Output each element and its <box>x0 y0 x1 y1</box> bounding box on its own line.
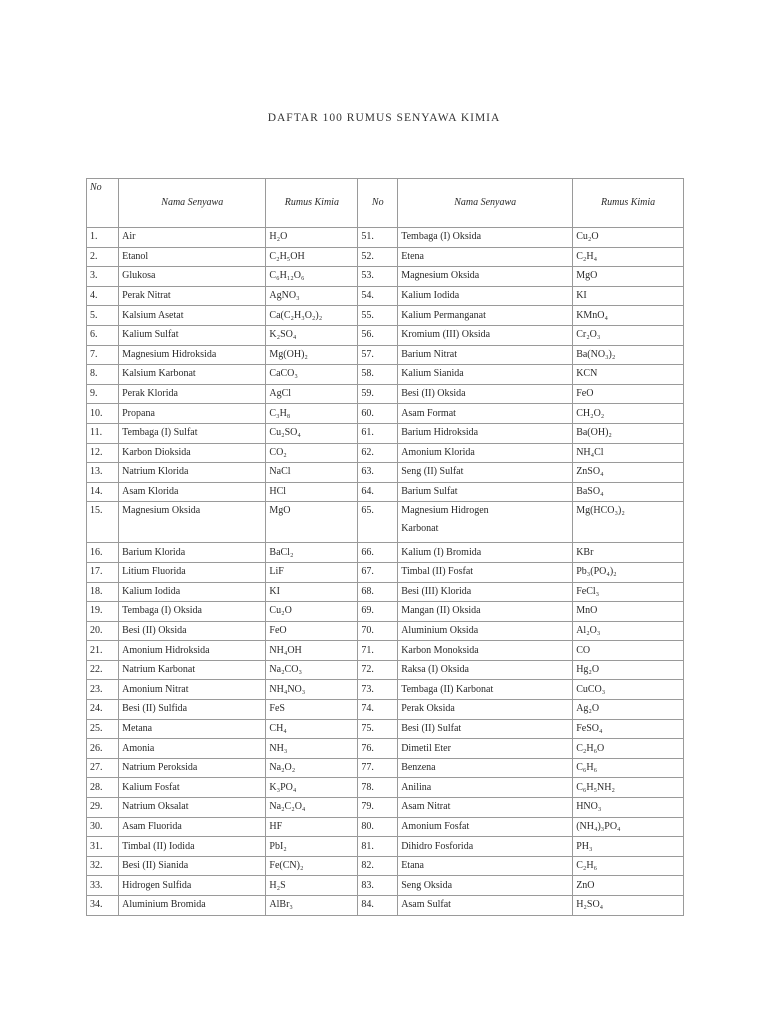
no-right-cell: 52. <box>358 247 398 267</box>
table-row <box>87 365 684 385</box>
compound-table <box>86 178 684 916</box>
formula-left-cell: Cu₂O <box>266 602 358 622</box>
no-right-cell: 66. <box>358 543 398 563</box>
name-left-cell: Perak Nitrat <box>119 286 266 306</box>
formula-left-cell: Na₂O₂ <box>266 758 358 778</box>
table-row <box>87 582 684 602</box>
no-right-cell: 79. <box>358 798 398 818</box>
formula-right-cell: Cu₂O <box>573 228 684 248</box>
no-left-cell: 34. <box>87 896 119 916</box>
name-right-cell: Magnesium Oksida <box>398 267 573 287</box>
formula-right-cell: NH₄Cl <box>573 443 684 463</box>
name-right-cell: Tembaga (I) Oksida <box>398 228 573 248</box>
no-left-cell: 32. <box>87 856 119 876</box>
name-right-cell <box>398 502 573 543</box>
formula-left-cell: Fe(CN)₂ <box>266 856 358 876</box>
formula-right-cell: KBr <box>573 543 684 563</box>
name-left-cell: Karbon Dioksida <box>119 443 266 463</box>
formula-right-cell: Ba(OH)₂ <box>573 423 684 443</box>
name-left-cell: Asam Klorida <box>119 482 266 502</box>
no-right-cell: 77. <box>358 758 398 778</box>
name-left-cell: Tembaga (I) Sulfat <box>119 423 266 443</box>
name-left-cell: Amonia <box>119 739 266 759</box>
no-right-cell: 83. <box>358 876 398 896</box>
formula-right-cell: BaSO₄ <box>573 482 684 502</box>
name-left-cell: Hidrogen Sulfida <box>119 876 266 896</box>
no-left-cell: 15. <box>87 502 119 543</box>
formula-right-cell: KI <box>573 286 684 306</box>
no-right-cell: 61. <box>358 423 398 443</box>
no-right-cell: 68. <box>358 582 398 602</box>
name-left-cell: Etanol <box>119 247 266 267</box>
formula-left-cell: AgCl <box>266 384 358 404</box>
no-left-cell: 20. <box>87 621 119 641</box>
no-left-cell: 30. <box>87 817 119 837</box>
no-left-cell: 4. <box>87 286 119 306</box>
formula-left-cell: KI <box>266 582 358 602</box>
formula-left-cell: Ca(C₂H₃O₂)₂ <box>266 306 358 326</box>
formula-right-cell: Ag₂O <box>573 700 684 720</box>
no-right-cell: 80. <box>358 817 398 837</box>
no-right-cell: 60. <box>358 404 398 424</box>
formula-right-cell: C₂H₆O <box>573 739 684 759</box>
formula-left-cell: CH₄ <box>266 719 358 739</box>
no-right-cell: 59. <box>358 384 398 404</box>
formula-left-cell: H₂S <box>266 876 358 896</box>
no-right-cell: 63. <box>358 463 398 483</box>
name-right-cell: Besi (III) Klorida <box>398 582 573 602</box>
no-right-cell: 69. <box>358 602 398 622</box>
formula-right-cell: Mg(HCO₃)₂ <box>573 502 684 543</box>
name-left-cell: Air <box>119 228 266 248</box>
no-left-cell: 10. <box>87 404 119 424</box>
name-left-cell: Propana <box>119 404 266 424</box>
header-name-left: Nama Senyawa <box>119 179 266 228</box>
no-left-cell: 27. <box>87 758 119 778</box>
table-row <box>87 817 684 837</box>
no-right-cell: 70. <box>358 621 398 641</box>
name-right-cell: Barium Sulfat <box>398 482 573 502</box>
table-body <box>87 228 684 916</box>
no-left-cell: 24. <box>87 700 119 720</box>
no-right-cell: 64. <box>358 482 398 502</box>
table-row <box>87 463 684 483</box>
formula-right-cell: Al₂O₃ <box>573 621 684 641</box>
no-right-cell: 56. <box>358 325 398 345</box>
formula-left-cell: LiF <box>266 562 358 582</box>
table-row <box>87 502 684 543</box>
name-right-cell: Mangan (II) Oksida <box>398 602 573 622</box>
no-left-cell: 31. <box>87 837 119 857</box>
name-right-cell: Besi (II) Oksida <box>398 384 573 404</box>
formula-right-cell: H₂SO₄ <box>573 896 684 916</box>
no-left-cell: 8. <box>87 365 119 385</box>
formula-left-cell: AgNO₃ <box>266 286 358 306</box>
formula-right-cell: PH₃ <box>573 837 684 857</box>
no-right-cell: 73. <box>358 680 398 700</box>
name-left-cell: Aluminium Bromida <box>119 896 266 916</box>
name-right-cell: Raksa (I) Oksida <box>398 660 573 680</box>
table-row <box>87 543 684 563</box>
formula-right-cell: C₆H₆ <box>573 758 684 778</box>
name-right-cell: Tembaga (II) Karbonat <box>398 680 573 700</box>
formula-left-cell: NaCl <box>266 463 358 483</box>
table-row <box>87 680 684 700</box>
name-right-cell: Dihidro Fosforida <box>398 837 573 857</box>
table-row <box>87 896 684 916</box>
formula-left-cell: C₂H₅OH <box>266 247 358 267</box>
name-left-cell: Kalsium Karbonat <box>119 365 266 385</box>
no-right-cell: 84. <box>358 896 398 916</box>
no-left-cell: 7. <box>87 345 119 365</box>
table-row <box>87 778 684 798</box>
name-right-cell: Amonium Klorida <box>398 443 573 463</box>
name-left-cell: Metana <box>119 719 266 739</box>
name-left-cell: Perak Klorida <box>119 384 266 404</box>
no-left-cell: 18. <box>87 582 119 602</box>
name-right-cell: Kromium (III) Oksida <box>398 325 573 345</box>
formula-right-cell: Hg₂O <box>573 660 684 680</box>
formula-left-cell: Cu₂SO₄ <box>266 423 358 443</box>
formula-left-cell: BaCl₂ <box>266 543 358 563</box>
formula-right-cell: CH₂O₂ <box>573 404 684 424</box>
name-left-cell: Kalsium Asetat <box>119 306 266 326</box>
table-row <box>87 641 684 661</box>
name-left-cell: Magnesium Hidroksida <box>119 345 266 365</box>
no-right-cell: 81. <box>358 837 398 857</box>
table-row <box>87 443 684 463</box>
name-left-cell: Besi (II) Sulfida <box>119 700 266 720</box>
no-right-cell: 65. <box>358 502 398 543</box>
name-left-cell: Amonium Nitrat <box>119 680 266 700</box>
table-row <box>87 837 684 857</box>
no-right-cell: 55. <box>358 306 398 326</box>
no-right-cell: 54. <box>358 286 398 306</box>
table-row <box>87 325 684 345</box>
name-right-cell: Asam Format <box>398 404 573 424</box>
formula-left-cell: MgO <box>266 502 358 543</box>
formula-left-cell: K₂SO₄ <box>266 325 358 345</box>
table-row <box>87 562 684 582</box>
name-left-cell: Tembaga (I) Oksida <box>119 602 266 622</box>
name-right-cell: Anilina <box>398 778 573 798</box>
formula-right-cell: C₆H₅NH₂ <box>573 778 684 798</box>
no-right-cell: 57. <box>358 345 398 365</box>
formula-right-cell: MnO <box>573 602 684 622</box>
header-no-right: No <box>358 179 398 228</box>
table-row <box>87 856 684 876</box>
formula-right-cell: MgO <box>573 267 684 287</box>
table-row <box>87 621 684 641</box>
formula-left-cell: Mg(OH)₂ <box>266 345 358 365</box>
no-left-cell: 25. <box>87 719 119 739</box>
name-right-cell: Karbon Monoksida <box>398 641 573 661</box>
name-right-cell: Kalium Iodida <box>398 286 573 306</box>
name-left-cell: Amonium Hidroksida <box>119 641 266 661</box>
formula-left-cell: HCl <box>266 482 358 502</box>
no-left-cell: 2. <box>87 247 119 267</box>
no-left-cell: 6. <box>87 325 119 345</box>
name-right-line1: Magnesium Hidrogen <box>401 505 489 517</box>
name-left-cell: Kalium Fosfat <box>119 778 266 798</box>
name-left-cell: Natrium Oksalat <box>119 798 266 818</box>
name-right-cell: Timbal (II) Fosfat <box>398 562 573 582</box>
formula-right-cell: ZnSO₄ <box>573 463 684 483</box>
document-title: DAFTAR 100 RUMUS SENYAWA KIMIA <box>267 112 501 124</box>
name-right-cell: Etena <box>398 247 573 267</box>
name-right-line2: Karbonat <box>401 523 439 535</box>
no-left-cell: 23. <box>87 680 119 700</box>
no-right-cell: 71. <box>358 641 398 661</box>
table-row <box>87 719 684 739</box>
name-right-cell: Aluminium Oksida <box>398 621 573 641</box>
header-no-left: No <box>87 179 119 228</box>
table-row <box>87 286 684 306</box>
formula-right-cell: FeCl₃ <box>573 582 684 602</box>
formula-left-cell: C₃H₈ <box>266 404 358 424</box>
no-left-cell: 26. <box>87 739 119 759</box>
formula-right-cell: KCN <box>573 365 684 385</box>
name-right-cell: Benzena <box>398 758 573 778</box>
table-row <box>87 404 684 424</box>
formula-left-cell: CO₂ <box>266 443 358 463</box>
no-left-cell: 21. <box>87 641 119 661</box>
header-formula-left: Rumus Kimia <box>266 179 358 228</box>
table-row <box>87 700 684 720</box>
name-left-cell: Timbal (II) Iodida <box>119 837 266 857</box>
name-right-cell: Barium Hidroksida <box>398 423 573 443</box>
table-row <box>87 876 684 896</box>
name-left-cell: Glukosa <box>119 267 266 287</box>
formula-right-cell: KMnO₄ <box>573 306 684 326</box>
name-left-cell: Kalium Iodida <box>119 582 266 602</box>
formula-left-cell: PbI₂ <box>266 837 358 857</box>
name-right-cell: Asam Nitrat <box>398 798 573 818</box>
name-right-cell: Asam Sulfat <box>398 896 573 916</box>
no-right-cell: 62. <box>358 443 398 463</box>
table-header-row <box>87 179 684 228</box>
formula-right-cell: ZnO <box>573 876 684 896</box>
no-left-cell: 14. <box>87 482 119 502</box>
name-right-cell: Seng Oksida <box>398 876 573 896</box>
no-right-cell: 72. <box>358 660 398 680</box>
table-row <box>87 384 684 404</box>
name-left-cell: Kalium Sulfat <box>119 325 266 345</box>
header-name-right: Nama Senyawa <box>398 179 573 228</box>
name-left-cell: Magnesium Oksida <box>119 502 266 543</box>
formula-left-cell: Na₂C₂O₄ <box>266 798 358 818</box>
table-row <box>87 739 684 759</box>
no-right-cell: 76. <box>358 739 398 759</box>
no-left-cell: 22. <box>87 660 119 680</box>
table-row <box>87 306 684 326</box>
name-right-cell: Seng (II) Sulfat <box>398 463 573 483</box>
formula-left-cell: NH₄OH <box>266 641 358 661</box>
table-row <box>87 660 684 680</box>
no-right-cell: 74. <box>358 700 398 720</box>
name-right-cell: Kalium Sianida <box>398 365 573 385</box>
name-right-cell: Dimetil Eter <box>398 739 573 759</box>
formula-right-cell: CO <box>573 641 684 661</box>
name-left-cell: Asam Fluorida <box>119 817 266 837</box>
formula-left-cell: FeS <box>266 700 358 720</box>
no-left-cell: 29. <box>87 798 119 818</box>
header-formula-right: Rumus Kimia <box>573 179 684 228</box>
formula-right-cell: FeSO₄ <box>573 719 684 739</box>
no-left-cell: 3. <box>87 267 119 287</box>
formula-right-cell: HNO₃ <box>573 798 684 818</box>
no-right-cell: 67. <box>358 562 398 582</box>
name-left-cell: Litium Fluorida <box>119 562 266 582</box>
formula-right-cell: C₂H₄ <box>573 247 684 267</box>
name-right-cell: Kalium Permanganat <box>398 306 573 326</box>
table-row <box>87 423 684 443</box>
formula-left-cell: HF <box>266 817 358 837</box>
no-left-cell: 1. <box>87 228 119 248</box>
no-right-cell: 53. <box>358 267 398 287</box>
name-left-cell: Natrium Klorida <box>119 463 266 483</box>
no-left-cell: 17. <box>87 562 119 582</box>
no-right-cell: 82. <box>358 856 398 876</box>
no-left-cell: 28. <box>87 778 119 798</box>
no-left-cell: 13. <box>87 463 119 483</box>
name-left-cell: Besi (II) Sianida <box>119 856 266 876</box>
table-row <box>87 602 684 622</box>
name-right-cell: Etana <box>398 856 573 876</box>
name-left-cell: Barium Klorida <box>119 543 266 563</box>
no-right-cell: 78. <box>358 778 398 798</box>
no-left-cell: 16. <box>87 543 119 563</box>
name-right-cell: Kalium (I) Bromida <box>398 543 573 563</box>
name-right-cell: Besi (II) Sulfat <box>398 719 573 739</box>
formula-right-cell: CuCO₃ <box>573 680 684 700</box>
no-left-cell: 5. <box>87 306 119 326</box>
no-right-cell: 58. <box>358 365 398 385</box>
table-row <box>87 482 684 502</box>
formula-right-cell: FeO <box>573 384 684 404</box>
formula-left-cell: CaCO₃ <box>266 365 358 385</box>
formula-left-cell: H₂O <box>266 228 358 248</box>
no-left-cell: 12. <box>87 443 119 463</box>
formula-right-cell: Pb₃(PO₄)₂ <box>573 562 684 582</box>
formula-left-cell: Na₂CO₃ <box>266 660 358 680</box>
no-right-cell: 75. <box>358 719 398 739</box>
no-left-cell: 33. <box>87 876 119 896</box>
name-right-cell: Barium Nitrat <box>398 345 573 365</box>
no-right-cell: 51. <box>358 228 398 248</box>
table-row <box>87 247 684 267</box>
formula-right-cell: (NH₄)₃PO₄ <box>573 817 684 837</box>
name-left-cell: Natrium Karbonat <box>119 660 266 680</box>
table-row <box>87 228 684 248</box>
name-left-cell: Natrium Peroksida <box>119 758 266 778</box>
formula-left-cell: NH₃ <box>266 739 358 759</box>
formula-left-cell: NH₄NO₃ <box>266 680 358 700</box>
formula-left-cell: FeO <box>266 621 358 641</box>
no-left-cell: 9. <box>87 384 119 404</box>
formula-right-cell: Ba(NO₃)₂ <box>573 345 684 365</box>
name-right-cell: Amonium Fosfat <box>398 817 573 837</box>
table-row <box>87 798 684 818</box>
formula-right-cell: Cr₂O₃ <box>573 325 684 345</box>
formula-right-cell: C₂H₆ <box>573 856 684 876</box>
table-row <box>87 345 684 365</box>
formula-left-cell: AlBr₃ <box>266 896 358 916</box>
table-row <box>87 758 684 778</box>
no-left-cell: 11. <box>87 423 119 443</box>
table-row <box>87 267 684 287</box>
formula-left-cell: K₃PO₄ <box>266 778 358 798</box>
no-left-cell: 19. <box>87 602 119 622</box>
name-left-cell: Besi (II) Oksida <box>119 621 266 641</box>
name-right-cell: Perak Oksida <box>398 700 573 720</box>
formula-left-cell: C₆H₁₂O₆ <box>266 267 358 287</box>
